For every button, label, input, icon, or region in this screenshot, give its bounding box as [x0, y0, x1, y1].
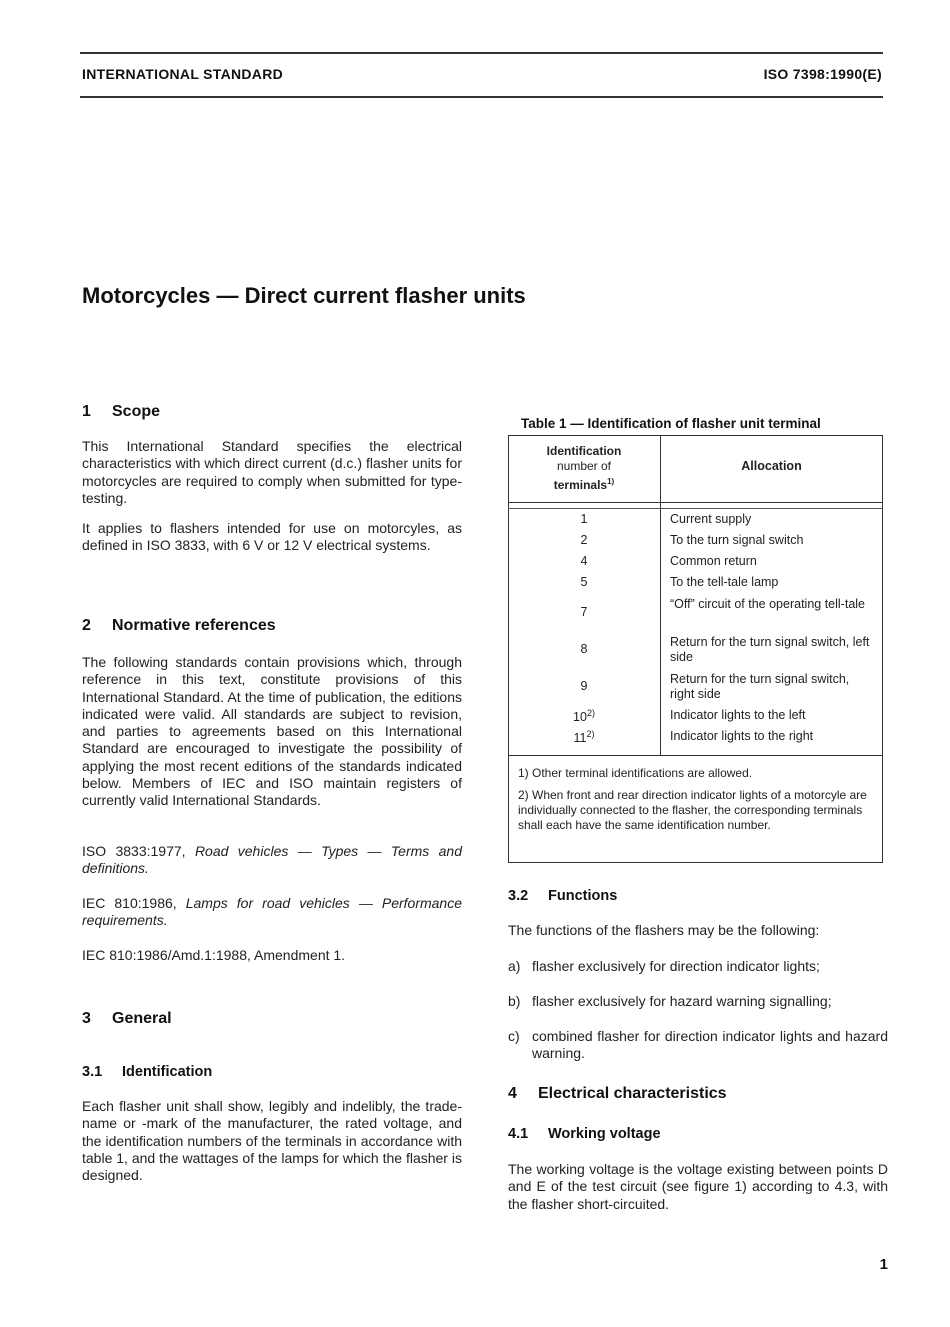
table-row-allocation: Current supply: [670, 512, 752, 526]
table-row-number: 1: [580, 512, 588, 526]
table-row-number: 4: [580, 554, 588, 568]
table-row-number: 2: [580, 533, 588, 547]
subsection-title: Functions: [548, 888, 618, 904]
subsection-working-voltage-heading: [508, 1126, 888, 1142]
table-row-allocation: To the tell-tale lamp: [670, 575, 779, 589]
scope-paragraph-1: This International Standard specifies the electrical characteristics with which direct current (d.c.) flasher units for motorcycles are required to comply when submitted for type-testing.: [82, 438, 462, 506]
section-general-heading: [82, 1010, 462, 1028]
section-number: 1: [82, 403, 91, 420]
subsection-number: 3.2: [508, 888, 529, 904]
scope-paragraph-2: It applies to flashers intended for use on motorcyles, as defined in ISO 3833, with 6 V or 12 V electrical systems.: [82, 520, 462, 554]
table-header-allocation: Allocation: [741, 459, 802, 473]
table-row-number: 10$^{2)}$: [573, 708, 595, 725]
page-title: Motorcycles — Direct current flasher units: [82, 283, 526, 308]
table-row-number: 9: [580, 679, 588, 693]
working-voltage-paragraph: The working voltage is the voltage existing between points D and E of the test circuit (see figure 1) according to 4.3, with the flasher short-circuited.: [508, 1161, 888, 1212]
table-row-allocation: Return for the turn signal switch, left side: [670, 635, 870, 664]
table-row-allocation: “Off” circuit of the operating tell-tale: [670, 597, 865, 611]
reference-iso-3833: [82, 843, 462, 878]
list-item: b) flasher exclusively for hazard warning signalling;: [508, 993, 832, 1009]
table-row-number: 11$^{2)}$: [573, 729, 595, 746]
identification-paragraph: Each flasher unit shall show, legibly and indelibly, the trade-name or -mark of the manufacturer, the rated voltage, and the identification numbers of the terminals in accordance with table 1, and the wattages of the lamps for which the flasher is designed.: [82, 1098, 462, 1184]
section-number: 3: [82, 1010, 91, 1027]
list-item: c) combined flasher for direction indicator lights and hazard warning.: [508, 1028, 888, 1062]
header-standard-number: ISO 7398:1990(E): [763, 66, 882, 82]
table-footnote-2: 2) When front and rear direction indicator lights of a motorcyle are individually connected to the flasher, the corresponding terminals shall each have the same identification number.: [518, 788, 867, 832]
reference-id: ISO 3833:1977,: [82, 843, 186, 859]
table-row-number: 7: [580, 605, 588, 619]
section-title: General: [112, 1010, 172, 1027]
functions-intro: The functions of the flashers may be the following:: [508, 922, 820, 938]
table-footnote-1: 1) Other terminal identifications are allowed.: [518, 766, 753, 780]
header-top-rule: [80, 52, 883, 54]
page-number: 1: [879, 1256, 888, 1273]
table-row-number: 8: [580, 642, 588, 656]
reference-iec-810-amd: IEC 810:1986/Amd.1:1988, Amendment 1.: [82, 947, 346, 963]
table-row-allocation: Common return: [670, 554, 757, 568]
table-row-allocation: Indicator lights to the left: [670, 708, 806, 722]
section-scope-heading: [82, 403, 462, 421]
subsection-number: 4.1: [508, 1126, 529, 1142]
list-item: a) flasher exclusively for direction indicator lights;: [508, 958, 820, 974]
header-bottom-rule: [80, 96, 883, 98]
subsection-identification-heading: [82, 1064, 462, 1080]
subsection-functions-heading: [508, 888, 888, 904]
reference-id: IEC 810:1986,: [82, 895, 177, 911]
section-normative-heading: [82, 617, 462, 635]
normative-paragraph: The following standards contain provisions which, through reference in this text, constitute provisions of this International Standard. At the time of publication, the editions indicated were valid. All standards are subject to revision, and parties to agreements based on this International Standard are encouraged to investigate the possibility of applying the most recent editions of the standards indicated below. Members of IEC and ISO maintain registers of currently valid International Standards.: [82, 654, 462, 809]
table-column-divider: [660, 435, 661, 755]
table-row-allocation: Indicator lights to the right: [670, 729, 814, 743]
subsection-title: Working voltage: [548, 1126, 661, 1142]
section-title: Normative references: [112, 617, 276, 634]
subsection-number: 3.1: [82, 1064, 103, 1080]
table-header-rule: [508, 502, 883, 503]
section-title: Electrical characteristics: [538, 1085, 727, 1102]
table-row-number: 5: [580, 575, 588, 589]
table-row-allocation: To the turn signal switch: [670, 533, 804, 547]
section-number: 4: [508, 1085, 517, 1102]
table-body-rule: [508, 508, 883, 509]
table-footnote-rule: [508, 755, 883, 756]
subsection-title: Identification: [122, 1064, 213, 1080]
table-row-allocation: Return for the turn signal switch, right side: [670, 672, 850, 701]
table-header-identification: Identification number of terminals$^{1)}$: [546, 444, 622, 492]
reference-title: Lamps for road vehicles — Performance requirements.: [82, 895, 463, 929]
reference-title: Road vehicles — Types — Terms and definitions.: [82, 843, 463, 877]
reference-iec-810: [82, 895, 462, 930]
section-number: 2: [82, 617, 91, 634]
header-standard-type: INTERNATIONAL STANDARD: [82, 66, 284, 82]
table-caption: Table 1 — Identification of flasher unit terminal: [521, 416, 821, 431]
section-title: Scope: [112, 403, 161, 420]
section-electrical-heading: [508, 1085, 888, 1103]
